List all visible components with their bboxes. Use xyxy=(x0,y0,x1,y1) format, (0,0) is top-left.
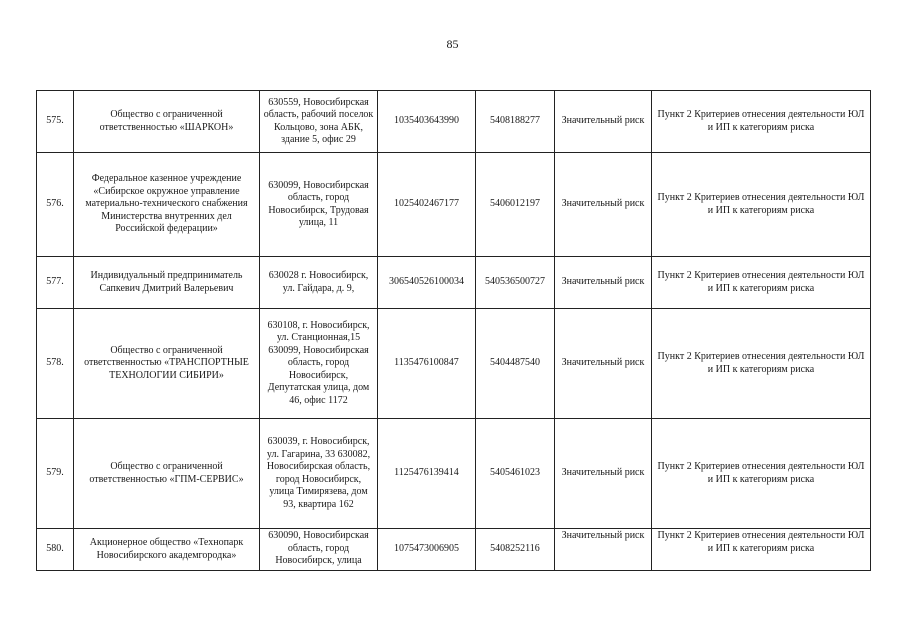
table-row xyxy=(37,419,871,529)
inn-value: 5404487540 xyxy=(476,309,555,419)
risk-criterion: Пункт 2 Критериев отнесения деятельности ЮЛ и ИП к категориям риска xyxy=(652,419,871,529)
row-number: 577. xyxy=(37,257,74,309)
risk-category: Значительный риск xyxy=(555,529,652,571)
risk-category: Значительный риск xyxy=(555,419,652,529)
risk-criterion: Пункт 2 Критериев отнесения деятельности ЮЛ и ИП к категориям риска xyxy=(652,257,871,309)
ogrn-value: 1025402467177 xyxy=(378,153,476,257)
risk-criterion: Пункт 2 Критериев отнесения деятельности ЮЛ и ИП к категориям риска xyxy=(652,91,871,153)
risk-registry-table xyxy=(36,90,871,571)
row-number: 580. xyxy=(37,529,74,571)
organization-address: 630559, Новосибирская область, рабочий поселок Кольцово, зона АБК, здание 5, офис 29 xyxy=(260,91,378,153)
organization-name: Акционерное общество «Технопарк Новосибирского академгородка» xyxy=(74,529,260,571)
table-row xyxy=(37,153,871,257)
organization-name: Федеральное казенное учреждение «Сибирское окружное управление материально-технического снабжения Министерства внутренних дел Российской федерации» xyxy=(74,153,260,257)
inn-value: 5405461023 xyxy=(476,419,555,529)
row-number: 578. xyxy=(37,309,74,419)
row-number: 575. xyxy=(37,91,74,153)
ogrn-value: 1125476139414 xyxy=(378,419,476,529)
risk-category: Значительный риск xyxy=(555,309,652,419)
risk-criterion: Пункт 2 Критериев отнесения деятельности ЮЛ и ИП к категориям риска xyxy=(652,153,871,257)
ogrn-value: 1135476100847 xyxy=(378,309,476,419)
risk-category: Значительный риск xyxy=(555,153,652,257)
page-number: 85 xyxy=(446,37,459,51)
ogrn-value: 1075473006905 xyxy=(378,529,476,571)
table-row xyxy=(37,309,871,419)
table-row xyxy=(37,91,871,153)
organization-name: Общество с ограниченной ответственностью «ШАРКОН» xyxy=(74,91,260,153)
ogrn-value: 1035403643990 xyxy=(378,91,476,153)
table-row xyxy=(37,257,871,309)
table-row xyxy=(37,529,871,571)
organization-address: 630099, Новосибирская область, город Новосибирск, Трудовая улица, 11 xyxy=(260,153,378,257)
inn-value: 5406012197 xyxy=(476,153,555,257)
risk-category: Значительный риск xyxy=(555,257,652,309)
organization-address: 630090, Новосибирская область, город Новосибирск, улица xyxy=(260,529,378,571)
organization-name: Индивидуальный предприниматель Сапкевич Дмитрий Валерьевич xyxy=(74,257,260,309)
inn-value: 5408252116 xyxy=(476,529,555,571)
organization-address: 630039, г. Новосибирск, ул. Гагарина, 33 630082, Новосибирская область, город Новосибирск, улица Тимирязева, дом 93, квартира 162 xyxy=(260,419,378,529)
risk-criterion: Пункт 2 Критериев отнесения деятельности ЮЛ и ИП к категориям риска xyxy=(652,309,871,419)
inn-value: 540536500727 xyxy=(476,257,555,309)
organization-name: Общество с ограниченной ответственностью «ГПМ-СЕРВИС» xyxy=(74,419,260,529)
risk-category: Значительный риск xyxy=(555,91,652,153)
inn-value: 5408188277 xyxy=(476,91,555,153)
organization-name: Общество с ограниченной ответственностью «ТРАНСПОРТНЫЕ ТЕХНОЛОГИИ СИБИРИ» xyxy=(74,309,260,419)
risk-criterion: Пункт 2 Критериев отнесения деятельности ЮЛ и ИП к категориям риска xyxy=(652,529,871,571)
row-number: 576. xyxy=(37,153,74,257)
organization-address: 630108, г. Новосибирск, ул. Станционная,15 630099, Новосибирская область, город Новосибирск, Депутатская улица, дом 46, офис 1172 xyxy=(260,309,378,419)
organization-address: 630028 г. Новосибирск, ул. Гайдара, д. 9, xyxy=(260,257,378,309)
ogrn-value: 306540526100034 xyxy=(378,257,476,309)
row-number: 579. xyxy=(37,419,74,529)
